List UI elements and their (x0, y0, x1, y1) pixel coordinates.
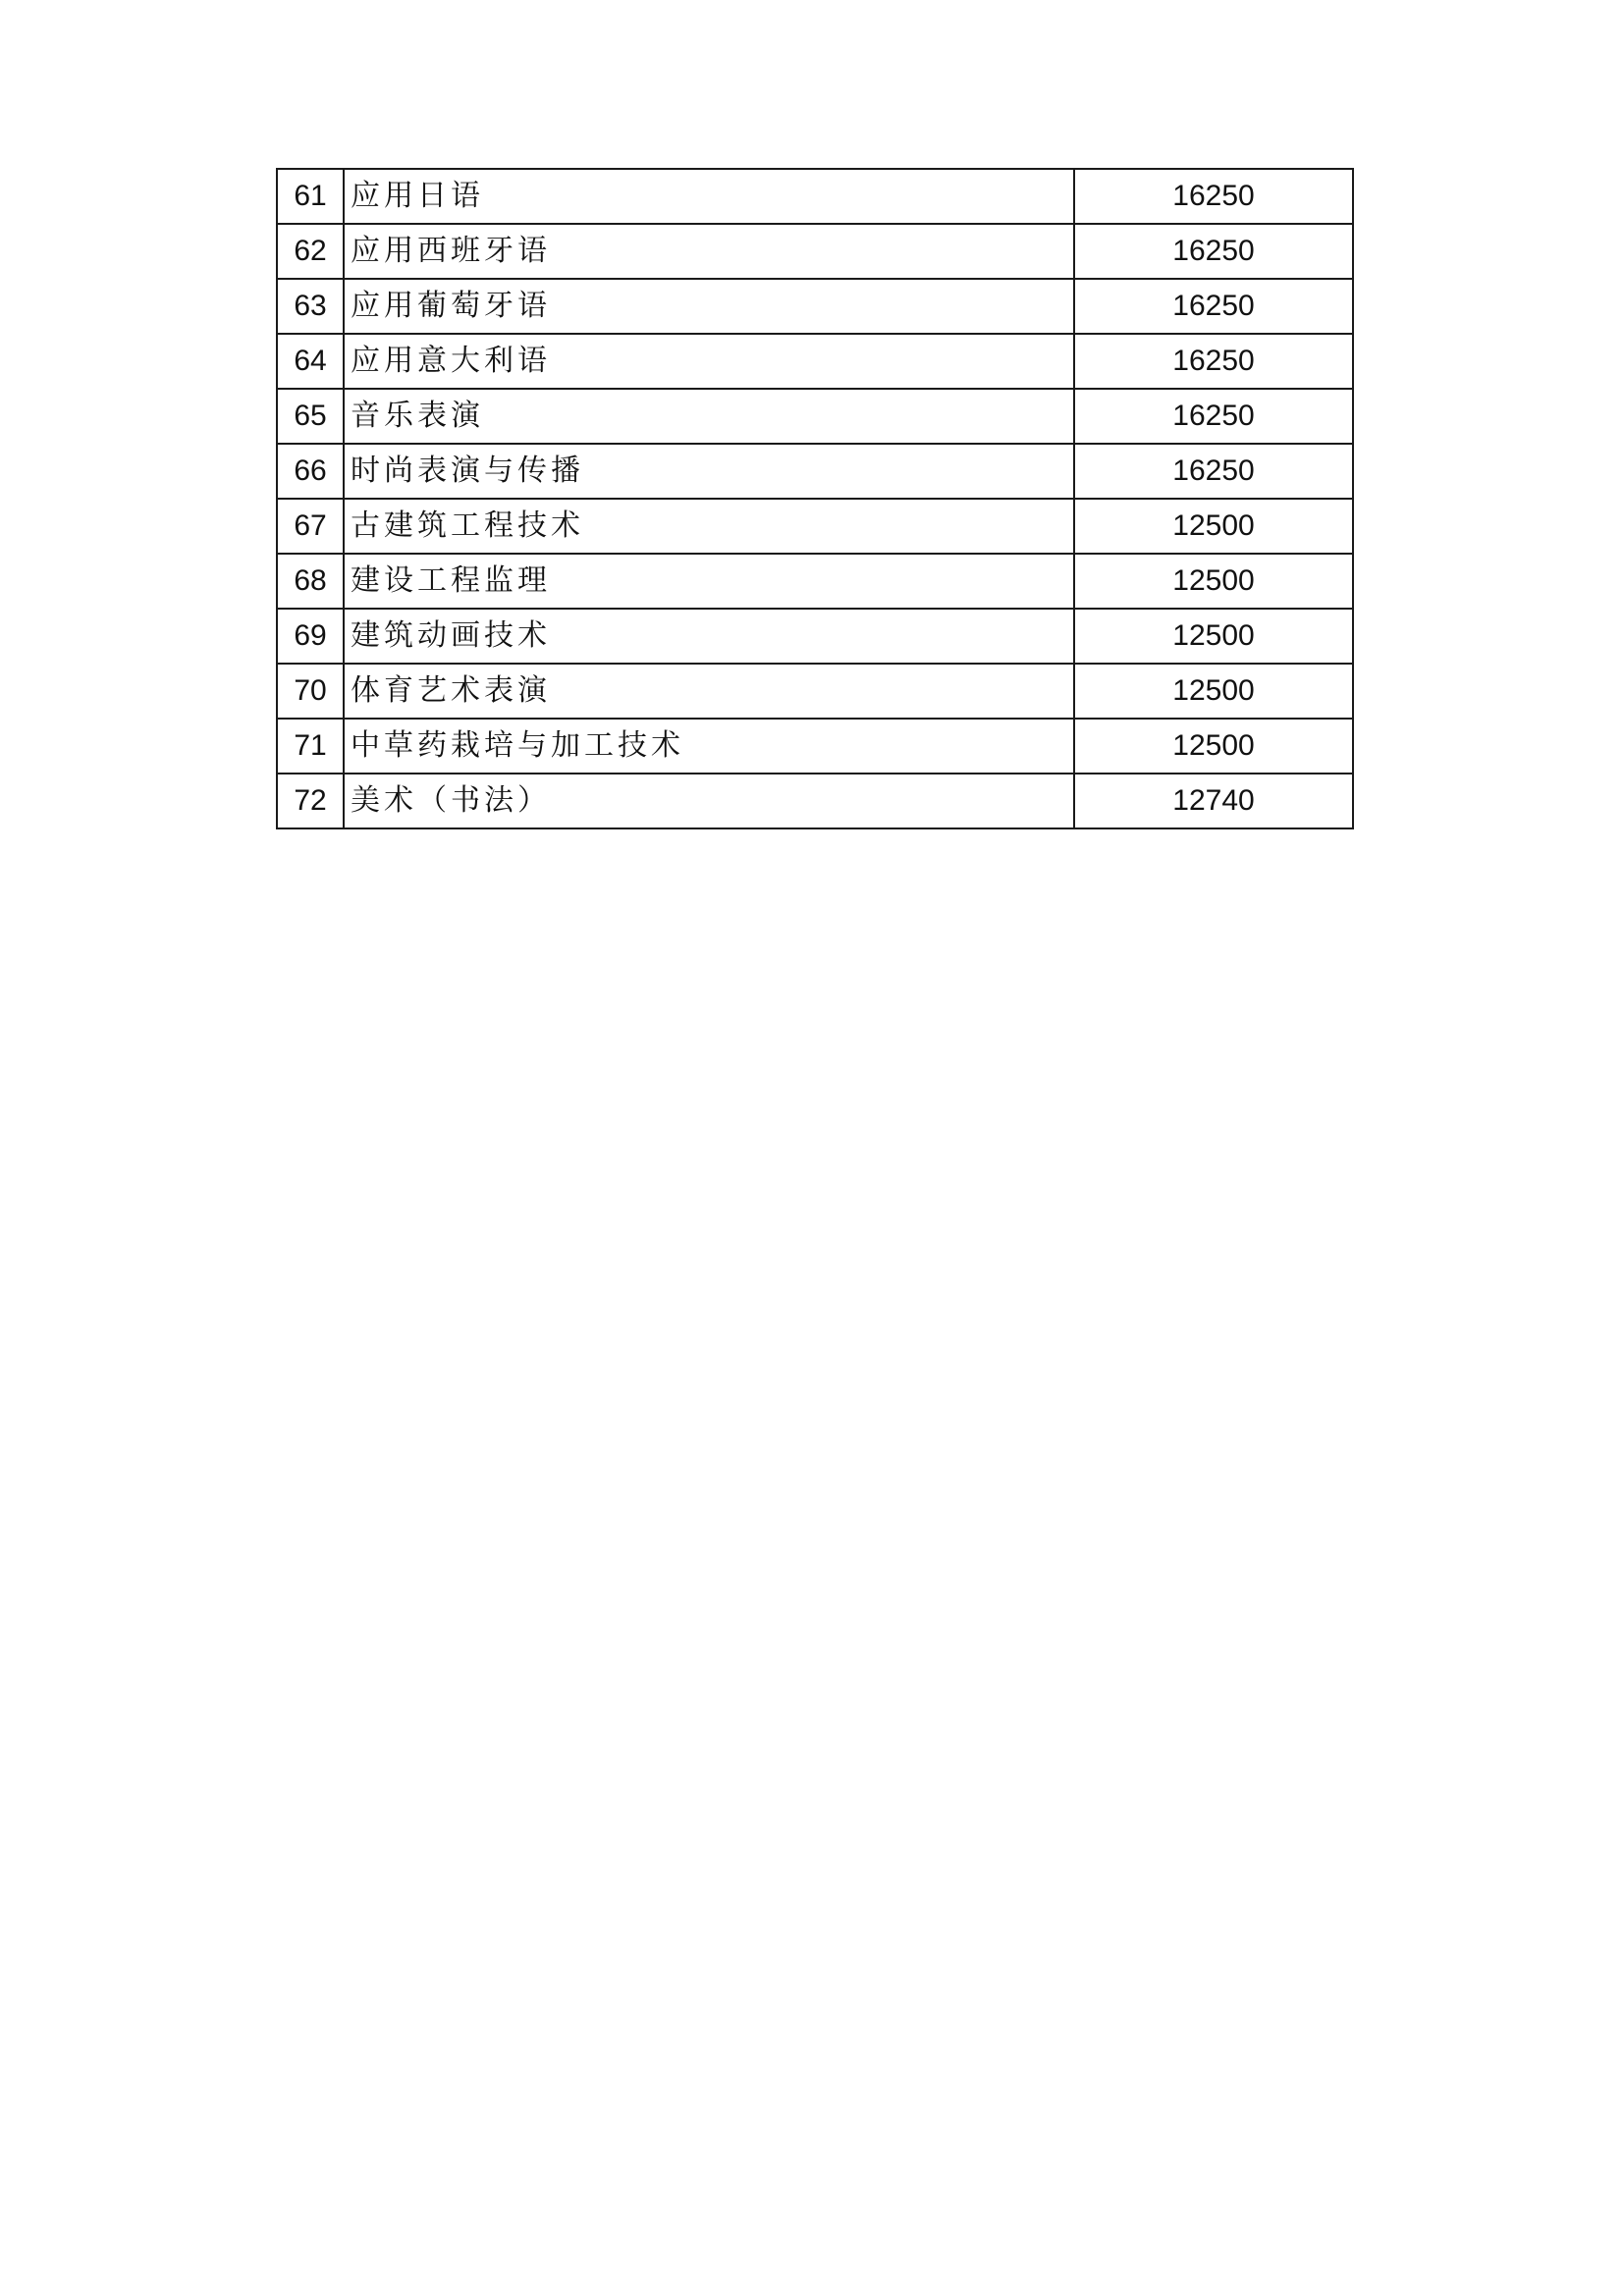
program-fee: 16250 (1074, 334, 1353, 389)
row-index: 64 (277, 334, 344, 389)
table-row (277, 389, 1353, 444)
program-fee-table (276, 168, 1354, 829)
row-index: 68 (277, 554, 344, 609)
row-index: 72 (277, 774, 344, 828)
program-name: 时尚表演与传播 (344, 444, 1074, 499)
program-fee: 12500 (1074, 664, 1353, 719)
row-index: 67 (277, 499, 344, 554)
row-index: 66 (277, 444, 344, 499)
program-fee: 16250 (1074, 389, 1353, 444)
program-fee: 12740 (1074, 774, 1353, 828)
table-row (277, 664, 1353, 719)
program-name: 应用意大利语 (344, 334, 1074, 389)
table-row (277, 169, 1353, 224)
row-index: 62 (277, 224, 344, 279)
program-name: 中草药栽培与加工技术 (344, 719, 1074, 774)
program-fee: 16250 (1074, 279, 1353, 334)
program-fee: 16250 (1074, 224, 1353, 279)
row-index: 63 (277, 279, 344, 334)
program-name: 应用日语 (344, 169, 1074, 224)
program-name: 古建筑工程技术 (344, 499, 1074, 554)
program-name: 音乐表演 (344, 389, 1074, 444)
program-name: 建设工程监理 (344, 554, 1074, 609)
row-index: 61 (277, 169, 344, 224)
program-name: 美术（书法） (344, 774, 1074, 828)
table-row (277, 279, 1353, 334)
program-name: 应用西班牙语 (344, 224, 1074, 279)
table-row (277, 774, 1353, 828)
row-index: 70 (277, 664, 344, 719)
table-row (277, 224, 1353, 279)
program-name: 应用葡萄牙语 (344, 279, 1074, 334)
row-index: 65 (277, 389, 344, 444)
program-fee: 12500 (1074, 719, 1353, 774)
program-name: 建筑动画技术 (344, 609, 1074, 664)
row-index: 71 (277, 719, 344, 774)
table-row (277, 609, 1353, 664)
table-row (277, 444, 1353, 499)
program-fee: 12500 (1074, 499, 1353, 554)
program-fee: 12500 (1074, 554, 1353, 609)
program-fee: 12500 (1074, 609, 1353, 664)
table-row (277, 334, 1353, 389)
table-row (277, 719, 1353, 774)
row-index: 69 (277, 609, 344, 664)
program-name: 体育艺术表演 (344, 664, 1074, 719)
table-row (277, 499, 1353, 554)
table-row (277, 554, 1353, 609)
program-fee: 16250 (1074, 169, 1353, 224)
program-fee: 16250 (1074, 444, 1353, 499)
